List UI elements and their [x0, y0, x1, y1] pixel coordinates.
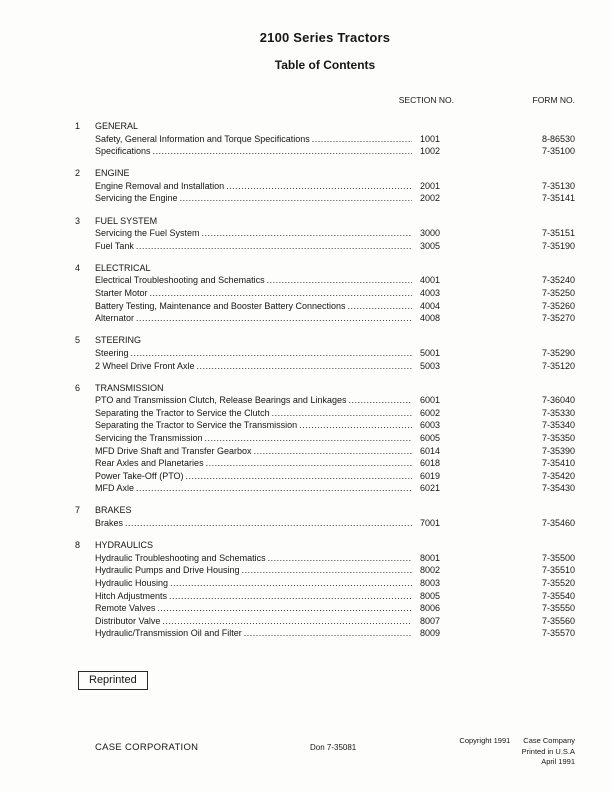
entry-section-number: 3000 — [419, 228, 440, 239]
toc-entry-main — [95, 432, 440, 445]
toc-section — [75, 382, 575, 495]
toc-entry — [75, 615, 575, 628]
entry-title: Brakes — [95, 518, 124, 529]
section-entries — [75, 552, 575, 640]
toc-entry — [75, 192, 575, 205]
page-subtitle: Table of Contents — [274, 58, 376, 72]
entry-form-number: 7-35520 — [541, 577, 575, 588]
entry-title: Hydraulic Troubleshooting and Schematics — [95, 552, 266, 563]
section-number: 1 — [75, 121, 81, 131]
entry-form-number: 7-35290 — [541, 347, 575, 358]
toc-entry — [75, 470, 575, 483]
entry-title: Hydraulic Pumps and Drive Housing — [95, 565, 240, 576]
toc-entry — [75, 347, 575, 360]
entry-form-number: 7-35250 — [541, 288, 575, 299]
toc-entry — [75, 287, 575, 300]
section-title: BRAKES — [95, 505, 132, 516]
dot-leader — [180, 192, 412, 205]
entry-section-number: 2001 — [419, 180, 440, 191]
doc-code: Don 7-35081 — [310, 743, 357, 752]
dot-leader — [242, 564, 412, 577]
toc-section — [75, 504, 575, 529]
toc-entry — [75, 240, 575, 253]
dot-leader — [347, 300, 412, 313]
dot-leader — [170, 577, 412, 590]
dot-leader — [150, 287, 412, 300]
entry-title: Separating the Tractor to Service the Clutch — [95, 407, 270, 418]
entry-title: MFD Axle — [95, 483, 135, 494]
dot-leader — [205, 432, 412, 445]
column-header-form: FORM NO. — [532, 95, 575, 105]
entry-section-number: 2002 — [419, 193, 440, 204]
reprinted-label: Reprinted — [89, 674, 137, 686]
toc-entry-main — [95, 180, 440, 193]
entry-title: Battery Testing, Maintenance and Booster Battery Connections — [95, 300, 346, 311]
entry-title: Separating the Tractor to Service the Transmission — [95, 420, 298, 431]
toc-entry-main — [95, 419, 440, 432]
toc-entry-main — [95, 274, 440, 287]
dot-leader — [299, 419, 412, 432]
toc-entry — [75, 577, 575, 590]
entry-section-number: 6005 — [419, 432, 440, 443]
entry-section-number: 8002 — [419, 565, 440, 576]
dot-leader — [206, 457, 412, 470]
toc-section-heading — [75, 334, 575, 347]
toc-entry — [75, 145, 575, 158]
entry-title: Fuel Tank — [95, 240, 134, 251]
toc-entry-main — [95, 192, 440, 205]
entry-form-number: 7-35120 — [541, 360, 575, 371]
dot-leader — [125, 517, 412, 530]
entry-title: Distributor Valve — [95, 615, 161, 626]
entry-section-number: 7001 — [419, 518, 440, 529]
section-entries — [75, 180, 575, 205]
toc-entry — [75, 445, 575, 458]
toc-entry-main — [95, 470, 440, 483]
toc-entry — [75, 274, 575, 287]
toc-entry-main — [95, 564, 440, 577]
entry-form-number: 7-35350 — [541, 432, 575, 443]
entry-title: Hitch Adjustments — [95, 590, 168, 601]
entry-section-number: 8005 — [419, 590, 440, 601]
toc-entry — [75, 180, 575, 193]
dot-leader — [136, 482, 412, 495]
entry-form-number: 7-35330 — [541, 407, 575, 418]
entry-form-number: 7-35260 — [541, 300, 575, 311]
entry-title: Rear Axles and Planetaries — [95, 458, 204, 469]
toc-entry — [75, 564, 575, 577]
entry-form-number: 7-35430 — [541, 483, 575, 494]
toc-entry-main — [95, 312, 440, 325]
entry-section-number: 6003 — [419, 420, 440, 431]
entry-form-number: 7-35500 — [541, 552, 575, 563]
section-number: 8 — [75, 540, 81, 551]
entry-section-number: 6018 — [419, 458, 440, 469]
entry-section-number: 8001 — [419, 552, 440, 563]
dot-leader — [162, 615, 412, 628]
toc-section-heading — [75, 539, 575, 552]
dot-leader — [348, 394, 412, 407]
toc-entry-main — [95, 602, 440, 615]
toc-entry-main — [95, 590, 440, 603]
dot-leader — [272, 407, 412, 420]
toc-section-heading — [75, 167, 575, 180]
entry-title: 2 Wheel Drive Front Axle — [95, 360, 195, 371]
section-number: 7 — [75, 505, 81, 516]
toc-section — [75, 334, 575, 372]
entry-section-number: 6019 — [419, 470, 440, 481]
entry-title: Hydraulic Housing — [95, 577, 169, 588]
entry-section-number: 4008 — [419, 313, 440, 324]
toc-entry-main — [95, 347, 440, 360]
section-number: 5 — [75, 335, 81, 346]
section-entries — [75, 394, 575, 495]
toc-entry — [75, 394, 575, 407]
toc-section — [75, 215, 575, 253]
entry-section-number: 6002 — [419, 407, 440, 418]
section-entries — [75, 347, 575, 372]
date-text: April 1991 — [541, 757, 575, 766]
section-entries — [75, 517, 575, 530]
entry-title: Specifications — [95, 146, 151, 157]
toc-entry — [75, 590, 575, 603]
entry-section-number: 6014 — [419, 445, 440, 456]
entry-section-number: 8007 — [419, 615, 440, 626]
entry-section-number: 5001 — [419, 347, 440, 358]
section-number: 4 — [75, 262, 81, 273]
column-header-section: SECTION NO. — [398, 95, 454, 105]
company2-text: Case Company — [523, 736, 575, 745]
entry-form-number: 7-35410 — [541, 458, 575, 469]
entry-title: Servicing the Transmission — [95, 432, 203, 443]
dot-leader — [169, 590, 412, 603]
toc-section-heading — [75, 382, 575, 395]
dot-leader — [197, 360, 412, 373]
toc-entry — [75, 602, 575, 615]
dot-leader — [186, 470, 412, 483]
toc-entry-main — [95, 615, 440, 628]
toc-entry — [75, 133, 575, 146]
entry-title: Engine Removal and Installation — [95, 180, 225, 191]
toc-entry — [75, 312, 575, 325]
toc-entry-main — [95, 145, 440, 158]
entry-section-number: 8003 — [419, 577, 440, 588]
entry-form-number: 7-35190 — [541, 240, 575, 251]
section-title: ENGINE — [95, 168, 130, 179]
section-title: TRANSMISSION — [95, 382, 164, 393]
toc-entry — [75, 360, 575, 373]
dot-leader — [226, 180, 412, 193]
entry-form-number: 7-36040 — [541, 395, 575, 406]
toc-entry — [75, 300, 575, 313]
dot-leader — [131, 347, 412, 360]
entry-form-number: 7-35460 — [541, 518, 575, 529]
toc-entry-main — [95, 517, 440, 530]
entry-form-number: 8-86530 — [541, 133, 575, 144]
dot-leader — [136, 312, 412, 325]
toc-entry-main — [95, 360, 440, 373]
section-title: FUEL SYSTEM — [95, 215, 158, 226]
dot-leader — [268, 552, 412, 565]
entry-title: Power Take-Off (PTO) — [95, 470, 184, 481]
dot-leader — [312, 133, 412, 146]
entry-section-number: 1001 — [419, 133, 440, 144]
page-title: 2100 Series Tractors — [259, 30, 391, 45]
section-title: STEERING — [95, 335, 142, 346]
section-title: ELECTRICAL — [95, 262, 151, 273]
entry-form-number: 7-35151 — [541, 228, 575, 239]
toc-entry-main — [95, 457, 440, 470]
entry-form-number: 7-35420 — [541, 470, 575, 481]
section-entries — [75, 274, 575, 324]
entry-form-number: 7-35100 — [541, 146, 575, 157]
company-name: CASE CORPORATION — [95, 742, 199, 753]
toc-entry — [75, 457, 575, 470]
entry-section-number: 8006 — [419, 603, 440, 614]
toc-entry — [75, 227, 575, 240]
toc-entry-main — [95, 552, 440, 565]
toc-entry — [75, 407, 575, 420]
entry-form-number: 7-35141 — [541, 193, 575, 204]
toc-section — [75, 262, 575, 325]
dot-leader — [244, 627, 412, 640]
entry-section-number: 5003 — [419, 360, 440, 371]
toc-entry-main — [95, 627, 440, 640]
toc-entry — [75, 419, 575, 432]
dot-leader — [153, 145, 412, 158]
column-headers — [75, 95, 575, 105]
entry-title: Steering — [95, 347, 129, 358]
entry-section-number: 6021 — [419, 483, 440, 494]
entry-title: Servicing the Fuel System — [95, 228, 200, 239]
section-number: 6 — [75, 382, 81, 393]
toc-entry — [75, 552, 575, 565]
toc-entry-main — [95, 394, 440, 407]
entry-title: MFD Drive Shaft and Transfer Gearbox — [95, 445, 252, 456]
copyright-line — [459, 736, 575, 747]
toc-entry — [75, 627, 575, 640]
entry-form-number: 7-35510 — [541, 565, 575, 576]
toc-section-heading — [75, 120, 575, 133]
entry-form-number: 7-35130 — [541, 180, 575, 191]
entry-section-number: 4004 — [419, 300, 440, 311]
dot-leader — [202, 227, 412, 240]
entry-title: Remote Valves — [95, 603, 156, 614]
dot-leader — [136, 240, 412, 253]
toc-section — [75, 120, 575, 158]
toc-section-heading — [75, 504, 575, 517]
dot-leader — [267, 274, 412, 287]
entry-form-number: 7-35340 — [541, 420, 575, 431]
toc-entry-main — [95, 482, 440, 495]
section-number: 2 — [75, 168, 81, 179]
entry-title: Electrical Troubleshooting and Schematics — [95, 275, 265, 286]
entry-title: Servicing the Engine — [95, 193, 178, 204]
entry-section-number: 8009 — [419, 628, 440, 639]
entry-form-number: 7-35540 — [541, 590, 575, 601]
section-number: 3 — [75, 215, 81, 226]
toc-entry — [75, 517, 575, 530]
entry-title: Safety, General Information and Torque Specifications — [95, 133, 310, 144]
entry-form-number: 7-35270 — [541, 313, 575, 324]
entry-section-number: 4003 — [419, 288, 440, 299]
toc-entry-main — [95, 287, 440, 300]
entry-form-number: 7-35240 — [541, 275, 575, 286]
copyright-text: Copyright 1991 — [459, 736, 511, 745]
entry-form-number: 7-35570 — [541, 628, 575, 639]
toc-entry-main — [95, 240, 440, 253]
toc-entry-main — [95, 133, 440, 146]
section-entries — [75, 133, 575, 158]
toc-entry-main — [95, 227, 440, 240]
reprinted-stamp — [78, 671, 148, 690]
entry-section-number: 3005 — [419, 240, 440, 251]
toc-section-heading — [75, 215, 575, 228]
toc-section-heading — [75, 262, 575, 275]
toc-entry-main — [95, 300, 440, 313]
entry-form-number: 7-35560 — [541, 615, 575, 626]
section-title: GENERAL — [95, 121, 139, 131]
entry-form-number: 7-35390 — [541, 445, 575, 456]
dot-leader — [157, 602, 412, 615]
toc-section — [75, 539, 575, 640]
toc-entry-main — [95, 407, 440, 420]
section-title: HYDRAULICS — [95, 540, 154, 551]
entry-form-number: 7-35550 — [541, 603, 575, 614]
entry-title: Hydraulic/Transmission Oil and Filter — [95, 628, 242, 639]
entry-title: Starter Motor — [95, 288, 148, 299]
toc-entry-main — [95, 577, 440, 590]
toc-content — [75, 30, 575, 649]
entry-title: Alternator — [95, 313, 135, 324]
toc-section — [75, 167, 575, 205]
dot-leader — [254, 445, 412, 458]
entry-section-number: 1002 — [419, 146, 440, 157]
toc-entry — [75, 482, 575, 495]
entry-section-number: 4001 — [419, 275, 440, 286]
toc-entry — [75, 432, 575, 445]
toc-entry-main — [95, 445, 440, 458]
toc-sections — [75, 120, 575, 640]
entry-title: PTO and Transmission Clutch, Release Bearings and Linkages — [95, 395, 347, 406]
entry-section-number: 6001 — [419, 395, 440, 406]
section-entries — [75, 227, 575, 252]
printed-text: Printed in U.S.A — [521, 746, 575, 756]
copyright-block — [459, 736, 575, 768]
